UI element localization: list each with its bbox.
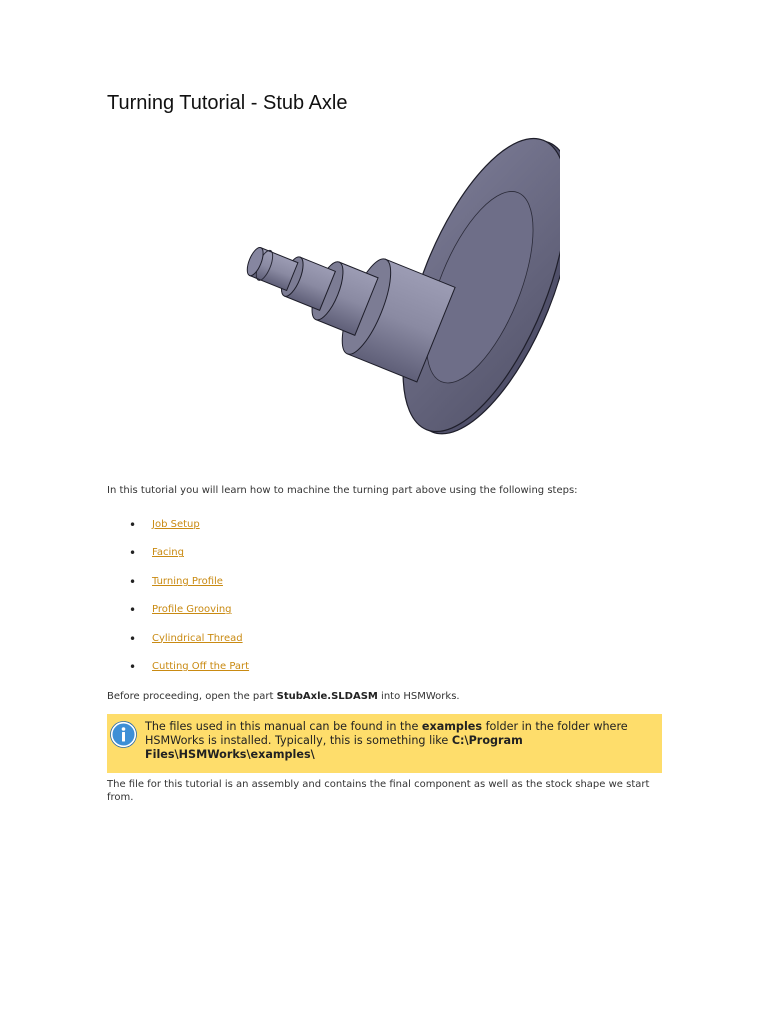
list-item: [107, 516, 249, 544]
before-prefix: Before proceeding, open the part: [107, 691, 277, 702]
hub: [231, 212, 456, 382]
note-text: [145, 720, 650, 762]
step-link-cylindrical-thread[interactable]: Cylindrical Thread: [152, 632, 243, 644]
closing-text: The file for this tutorial is an assembly and contains the final component as well as the stock shape we start from.: [107, 779, 650, 803]
step-link-cutting-off-the-part[interactable]: Cutting Off the Part: [152, 660, 250, 672]
step-link-facing[interactable]: Facing: [152, 547, 184, 559]
bullet-icon: •: [129, 546, 137, 561]
bullet-icon: •: [129, 603, 137, 618]
list-item: [107, 573, 249, 601]
info-note-box: [107, 714, 662, 773]
list-item: [107, 658, 249, 686]
stub-axle-illustration: [215, 135, 560, 440]
bullet-icon: •: [129, 659, 137, 674]
part-file-name: StubAxle.SLDASM: [276, 691, 378, 702]
page-title: Turning Tutorial - Stub Axle: [107, 92, 348, 114]
step-link-turning-profile[interactable]: Turning Profile: [152, 575, 223, 587]
steps-list: [107, 516, 249, 686]
bullet-icon: •: [129, 518, 137, 532]
bullet-icon: •: [129, 631, 137, 646]
info-icon: [110, 721, 137, 748]
step-link-profile-grooving[interactable]: Profile Grooving: [152, 604, 232, 616]
list-item: [107, 630, 249, 658]
note-install-path: C:\Program Files\HSMWorks\examples\: [145, 734, 523, 761]
intro-text: In this tutorial you will learn how to machine the turning part above using the following steps:: [107, 485, 578, 496]
note-examples-folder: examples: [421, 720, 483, 733]
step-link-job-setup[interactable]: Job Setup: [152, 519, 200, 530]
note-part1: The files used in this manual can be found in the: [145, 720, 422, 733]
list-item: [107, 601, 249, 629]
bullet-icon: •: [129, 574, 137, 589]
note-part2: folder in the folder where HSMWorks is installed. Typically, this is something like: [145, 720, 628, 747]
before-proceeding-text: [107, 691, 460, 702]
before-suffix: into HSMWorks.: [377, 691, 460, 702]
list-item: [107, 544, 249, 572]
